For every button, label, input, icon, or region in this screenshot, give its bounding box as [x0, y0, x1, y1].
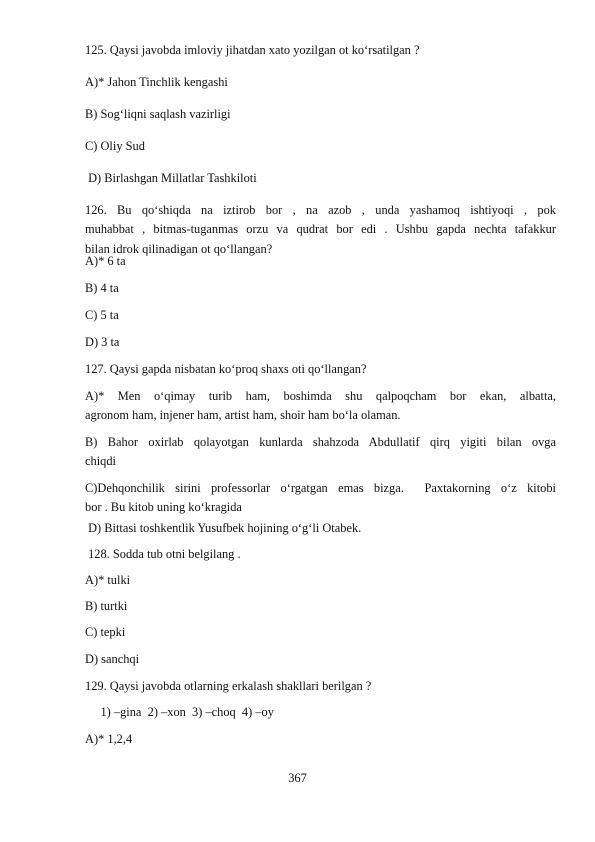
answer-d: D) 3 ta — [85, 335, 120, 349]
answer-a: A)* 1,2,4 — [85, 732, 133, 746]
answer-c: C) Oliy Sud — [85, 139, 145, 153]
answer-line: chiqdi — [85, 454, 116, 469]
question-126 — [85, 201, 556, 259]
answer-c: C) 5 ta — [85, 308, 119, 322]
answer-b — [85, 433, 556, 472]
question-125: 125. Qaysi javobda imloviy jihatdan xato yozilgan ot ko‘rsatilgan ? — [85, 43, 420, 57]
question-128: 128. Sodda tub otni belgilang . — [85, 547, 241, 561]
answer-a — [85, 387, 556, 426]
page-number: 367 — [288, 771, 307, 785]
answer-d: D) Birlashgan Millatlar Tashkiloti — [85, 171, 257, 185]
answer-line: A)* Men o‘qimay turib ham, boshimda shu qalpoqcham bor ekan, albatta, — [85, 389, 556, 403]
question-126-line: 126. Bu qo‘shiqda na iztirob bor , na azob , unda yashamoq ishtiyoqi , pok — [85, 203, 556, 217]
question-126-line: muhabbat , bitmas-tuganmas orzu va qudrat bor edi . Ushbu gapda nechta tafakkur — [85, 222, 556, 237]
answer-b: B) 4 ta — [85, 281, 119, 295]
answer-a: A)* tulki — [85, 573, 131, 587]
answer-b: B) turtki — [85, 599, 128, 613]
answer-a: A)* Jahon Tinchlik kengashi — [85, 75, 228, 89]
answer-line: bor . Bu kitob uning ko‘kragida — [85, 500, 242, 515]
answer-line: agronom ham, injener ham, artist ham, shoir ham bo‘la olaman. — [85, 408, 401, 423]
question-129-options: 1) –gina 2) –xon 3) –choq 4) –oy — [85, 705, 274, 719]
answer-line: B) Bahor oxirlab qolayotgan kunlarda shahzoda Abdullatif qirq yigiti bilan ovga — [85, 435, 556, 449]
question-129: 129. Qaysi javobda otlarning erkalash shakllari berilgan ? — [85, 679, 372, 693]
answer-c — [85, 479, 556, 518]
answer-b: B) Sog‘liqni saqlash vazirligi — [85, 107, 231, 121]
answer-line: C)Dehqonchilik sirini professorlar o‘rgatgan emas bizga. Paxtakorning o‘z kitobi — [85, 481, 556, 495]
question-127: 127. Qaysi gapda nisbatan ko‘proq shaxs oti qo‘llangan? — [85, 362, 367, 376]
answer-d: D) sanchqi — [85, 652, 140, 666]
question-126-line: bilan idrok qilinadigan ot qo‘llangan? — [85, 241, 273, 256]
answer-a: A)* 6 ta — [85, 254, 126, 268]
answer-d: D) Bittasi toshkentlik Yusufbek hojining o‘g‘li Otabek. — [85, 521, 362, 535]
answer-c: C) tepki — [85, 625, 126, 639]
